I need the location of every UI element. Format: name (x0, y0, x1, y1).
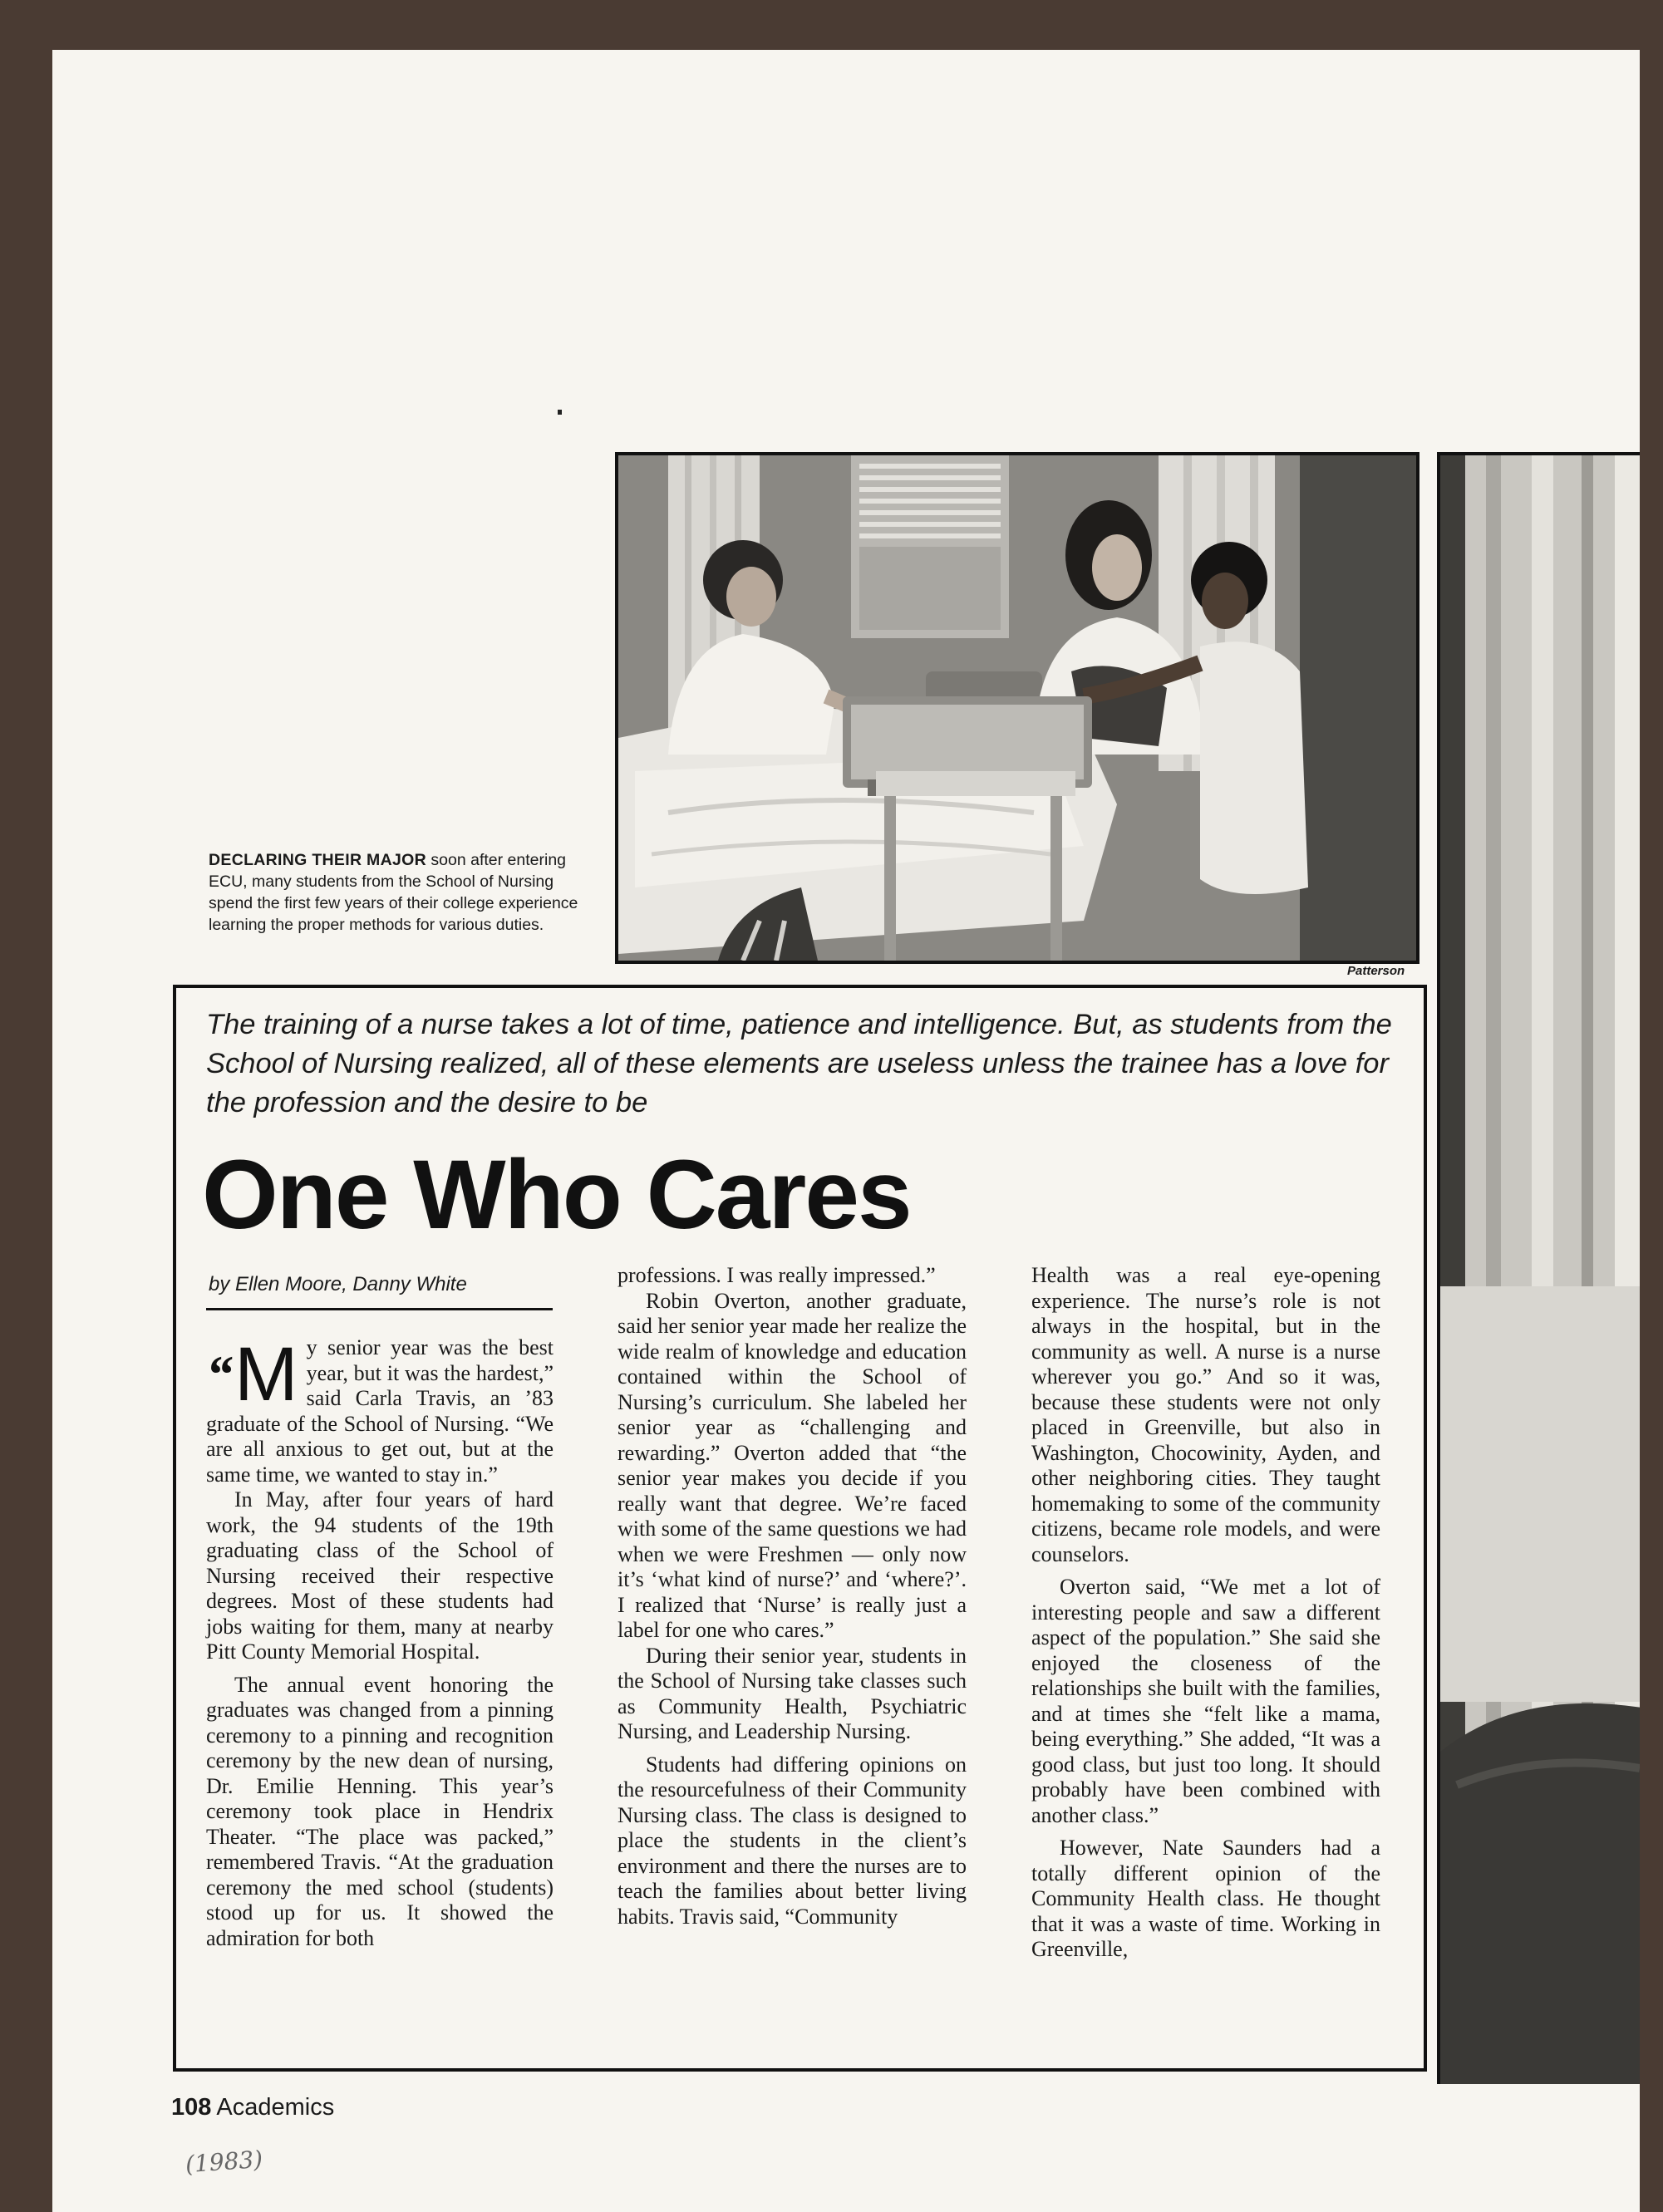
paragraph: Overton said, “We met a lot of interesting people and saw a different aspect of the population.” She said she enjoyed the closeness of the relationships she built with the families, and at times she “felt like a mama, being everything.” She added, “It was a good class, but just too long. It should probably have been combined with another class.” (1031, 1575, 1380, 1827)
caption-lead: DECLARING THEIR MAJOR (209, 851, 426, 869)
photo-illustration (618, 455, 1416, 961)
page-number: 108 (171, 2094, 212, 2121)
paragraph-text: y senior year was the best year, but it was the hardest,” said Carla Travis, an ’83 graduate of the School of Nursing. “We are all anxious to get out, but at the same time, we wanted to stay in.” (206, 1335, 554, 1487)
drop-cap-quote: “ (206, 1344, 233, 1403)
paragraph: However, Nate Saunders had a totally different opinion of the Community Health class. He thought that it was a waste of time. Working in Greenville, (1031, 1836, 1380, 1961)
paragraph: professions. I was really impressed.” (617, 1263, 936, 1287)
caption-text: soon after entering ECU, many students from the School of Nursing spend the first few years of their college experience learning the proper methods for various duties. (209, 851, 578, 934)
paragraph: The annual event honoring the graduates was changed from a pinning ceremony to a pinning and recognition ceremony by the new dean of nursing, Dr. Emilie Henning. This year’s ceremony took place in Hendrix Theater. “The place was packed,” remembered Travis. “At the graduation ceremony the med school (students) stood up for us. It showed the admiration for both (206, 1672, 554, 1950)
article-column-3 (1031, 1263, 1380, 1963)
article-byline: by Ellen Moore, Danny White (209, 1273, 467, 1295)
nursing-students-photo (615, 452, 1419, 964)
article-intro: The training of a nurse takes a lot of time, patience and intelligence. But, as students from the School of Nursing realized, all of these elements are useless unless the trainee has a love for the profession and the desire to be (206, 1009, 1392, 1118)
article-column-1 (206, 1332, 554, 1951)
paragraph: During their senior year, students in the School of Nursing take classes such as Community Health, Psychiatric Nursing, and Leadership Nursing. (617, 1643, 967, 1743)
page-folio (171, 2094, 334, 2121)
drop-cap (206, 1332, 298, 1417)
photo-credit: Patterson (1347, 964, 1405, 978)
photo-caption (209, 849, 599, 936)
article-column-2 (617, 1263, 967, 1929)
paragraph: Robin Overton, another graduate, said her senior year made her realize the wide realm of knowledge and education contained within the School of Nursing’s curriculum. She labeled her senior year as “challenging and rewarding.” Overton added that “the senior year makes you decide if you really want that degree. We’re faced with some of the same questions we had when we were Freshmen — only now it’s ‘what kind of nurse?’ and ‘where?’. I realized that ‘Nurse’ is really just a label for one who cares.” (617, 1288, 967, 1642)
paragraph: Students had differing opinions on the resourcefulness of their Community Nursing class. The class is designed to place the students in the client’s environment and there the nurses are to teach the families about better living habits. Travis said, “Community (617, 1752, 967, 1929)
byline-rule (206, 1308, 553, 1310)
paragraph (206, 1332, 554, 1487)
print-speck (558, 410, 562, 415)
paragraph: In May, after four years of hard work, the 94 students of the 19th graduating class of the School of Nursing received their respective degrees. Most of these students had jobs waiting for them, many at nearby Pitt County Memorial Hospital. (206, 1487, 554, 1664)
adjacent-page-photo (1437, 452, 1640, 2084)
section-name: Academics (216, 2094, 335, 2121)
drop-cap-letter: M (234, 1332, 298, 1417)
paragraph: Health was a real eye-opening experience. The nurse’s role is not always in the hospital, but in the community as well. A nurse is a nurse wherever you go.” And so it was, because these students were not only placed in Greenville, but also in Washington, Chocowinity, Ayden, and other neighboring cities. They taught homemaking to some of the community citizens, became role models, and were counselors. (1031, 1263, 1380, 1566)
handwritten-year-note: (1983) (184, 2145, 264, 2179)
article-headline: One Who Cares (202, 1140, 911, 1250)
curtain-photo-illustration (1440, 455, 1640, 2084)
yearbook-page (52, 50, 1640, 2212)
